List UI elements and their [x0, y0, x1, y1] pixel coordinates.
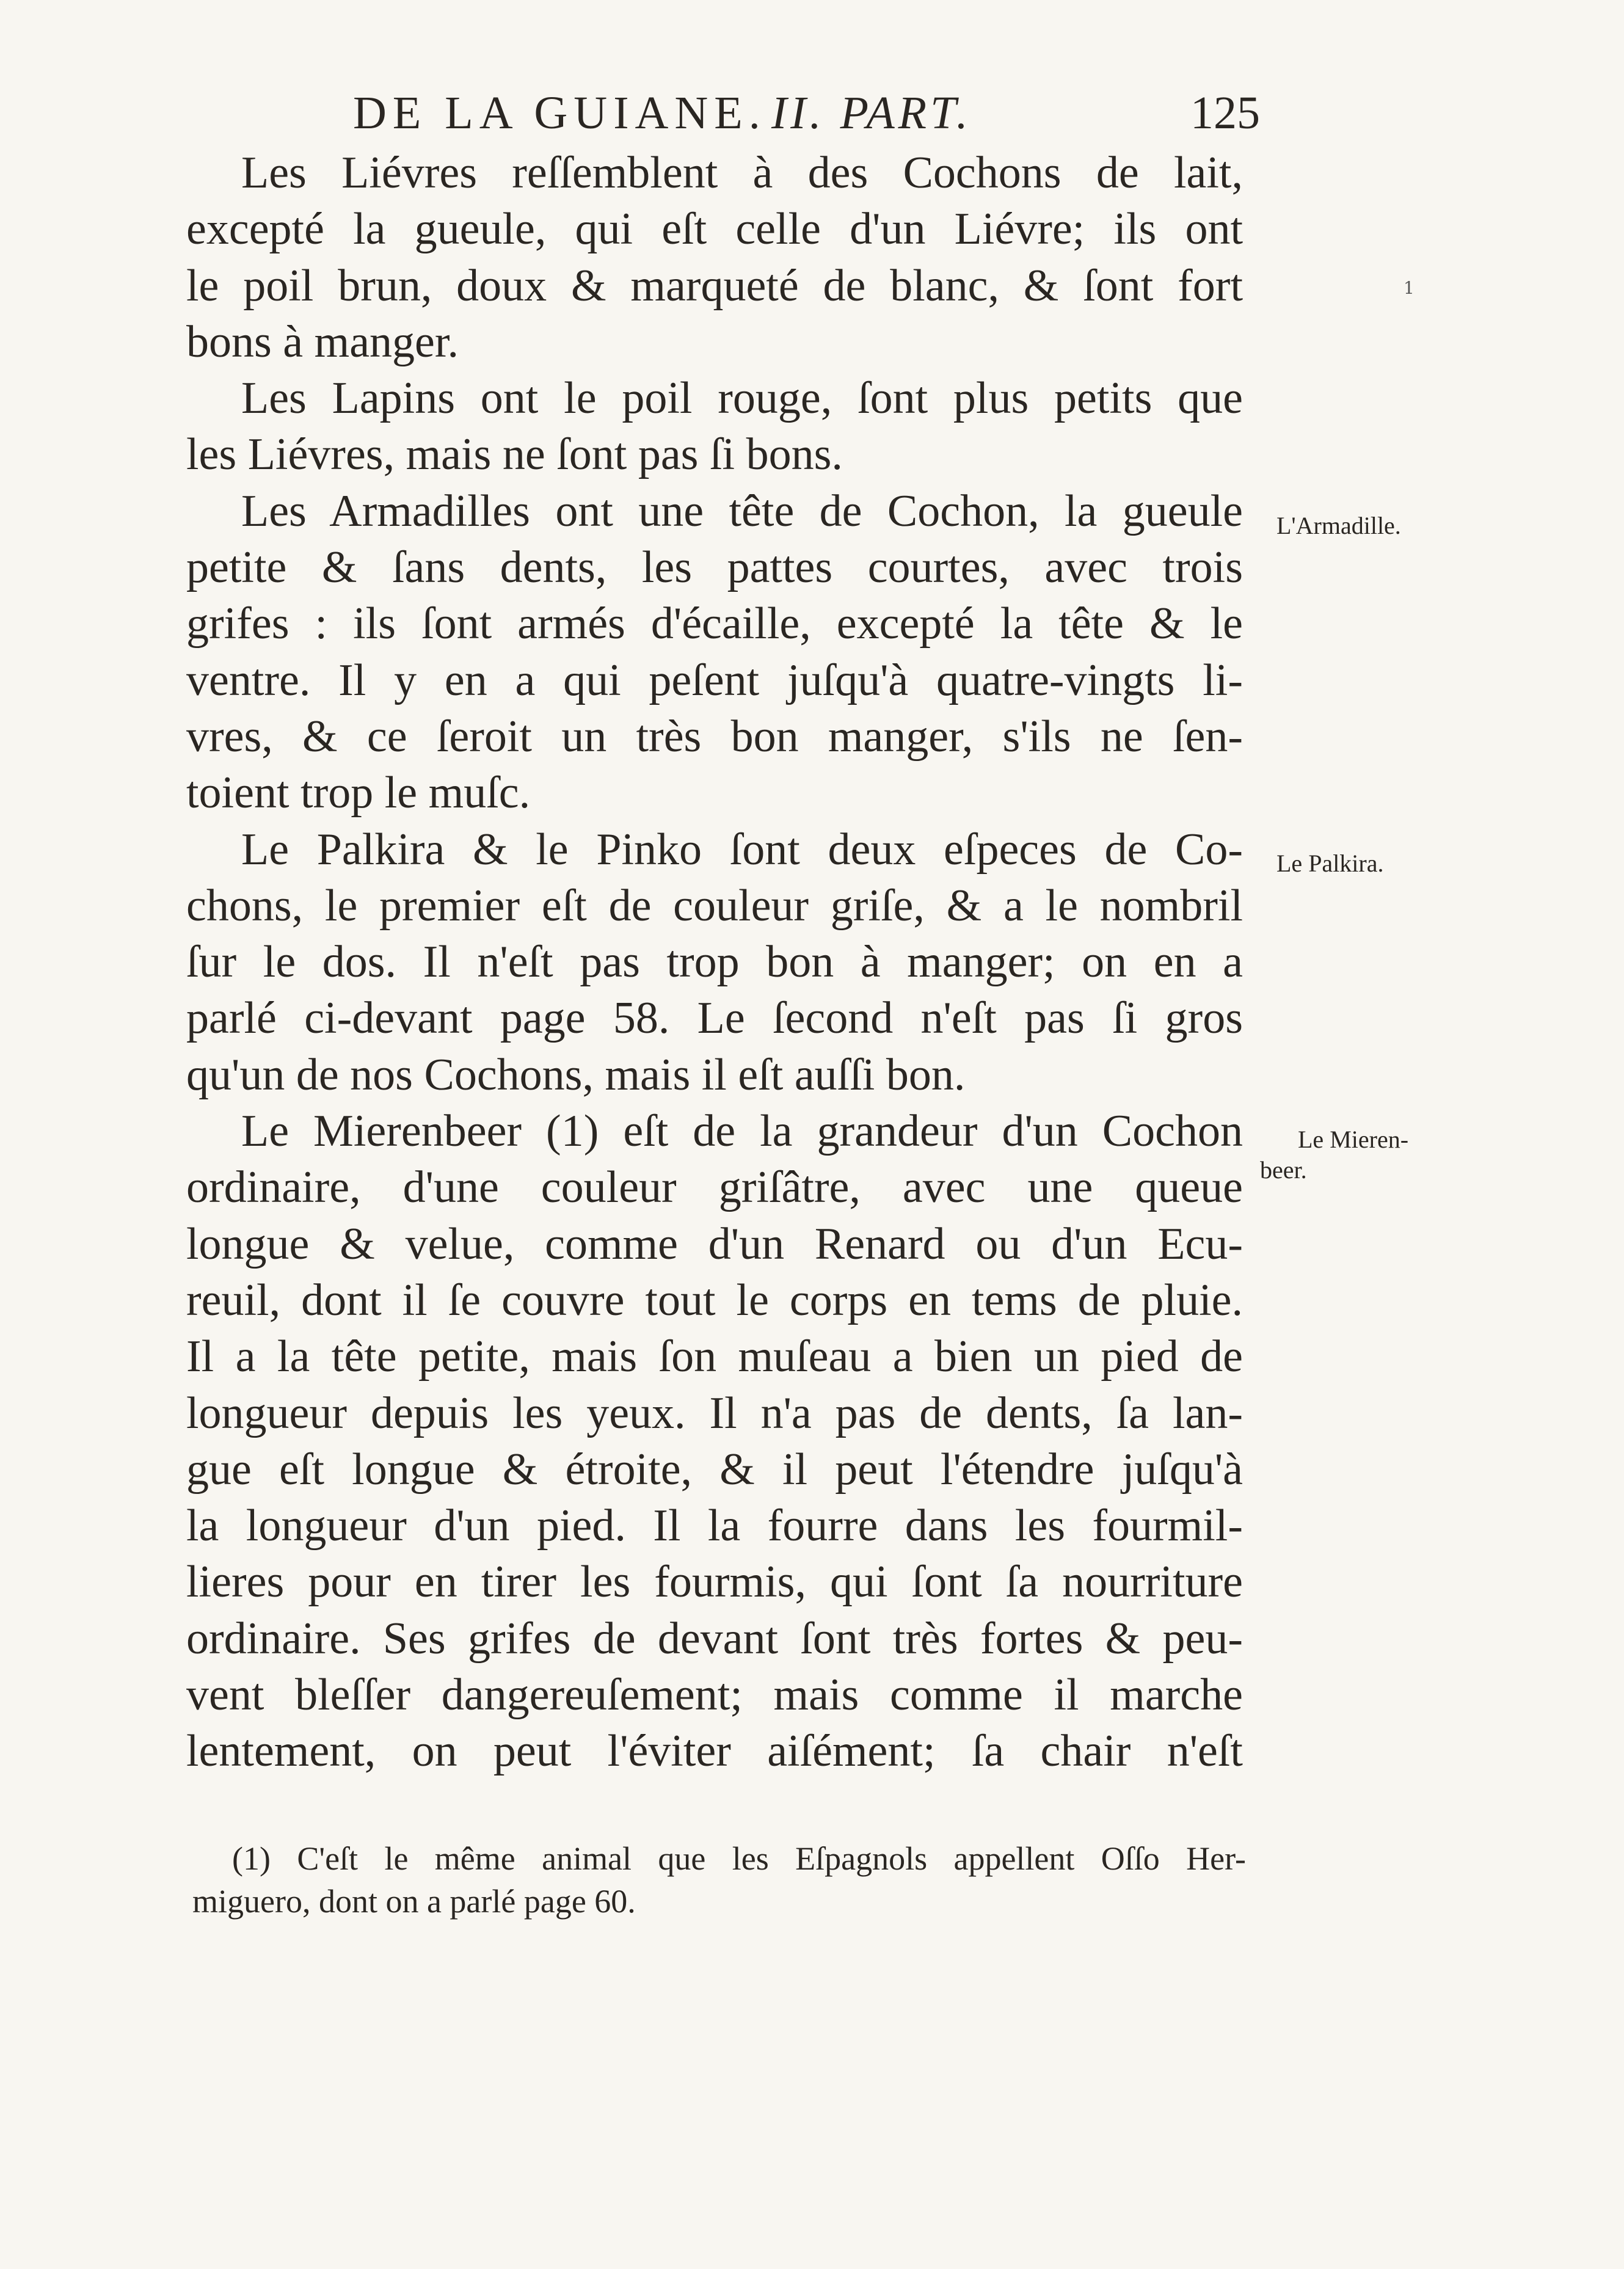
footnote-line: (1) C'eſt le même animal que les Eſpagnols appellent Oſſo Her-: [232, 1840, 1246, 1877]
text-line: Il a la tête petite, mais ſon muſeau a bien un pied de: [186, 1331, 1243, 1382]
text-line: Les Liévres reſſemblent à des Cochons de lait,: [241, 148, 1243, 198]
text-line: bons à manger.: [186, 316, 459, 367]
margin-note-mierenbeer-2: beer.: [1260, 1156, 1307, 1184]
text-line: grifes : ils ſont armés d'écaille, excepté la tête & le: [186, 599, 1243, 649]
text-line: longue & velue, comme d'un Renard ou d'un Ecu-: [186, 1218, 1243, 1269]
text-line: chons, le premier eſt de couleur griſe, & a le nombril: [186, 880, 1243, 931]
text-line: les Liévres, mais ne ſont pas ſi bons.: [186, 429, 843, 480]
text-line: Les Lapins ont le poil rouge, ſont plus petits que: [241, 373, 1243, 424]
text-line: la longueur d'un pied. Il la fourre dans les fourmil-: [186, 1501, 1243, 1551]
margin-note-mierenbeer-1: Le Mieren-: [1298, 1126, 1409, 1153]
header-title: DE LA GUIANE.: [353, 87, 766, 139]
text-line: toient trop le muſc.: [186, 768, 531, 818]
body-text: [186, 145, 1243, 1780]
text-line: Le Palkira & le Pinko ſont deux eſpeces de Co-: [241, 824, 1243, 875]
text-line: qu'un de nos Cochons, mais il eſt auſſi bon.: [186, 1049, 966, 1100]
text-line: excepté la gueule, qui eſt celle d'un Liévre; ils ont: [186, 204, 1243, 255]
text-line: reuil, dont il ſe couvre tout le corps en tems de pluie.: [186, 1275, 1243, 1325]
text-line: parlé ci-devant page 58. Le ſecond n'eſt pas ſi gros: [186, 993, 1243, 1044]
text-line: longueur depuis les yeux. Il n'a pas de dents, ſa lan-: [186, 1388, 1243, 1438]
header-part: II. PART.: [771, 87, 972, 139]
running-header: [353, 86, 1260, 140]
text-line: le poil brun, doux & marqueté de blanc, & ſont fort: [186, 260, 1243, 311]
text-line: gue eſt longue & étroite, & il peut l'étendre juſqu'à: [186, 1444, 1243, 1495]
text-line: lieres pour en tirer les fourmis, qui ſont ſa nourriture: [186, 1557, 1243, 1608]
stray-mark: 1: [1404, 278, 1415, 298]
text-line: ordinaire. Ses grifes de devant ſont très fortes & peu-: [186, 1613, 1243, 1664]
page-number: 125: [1190, 87, 1260, 139]
text-line: lentement, on peut l'éviter aiſément; ſa chair n'eſt: [186, 1726, 1243, 1777]
margin-note-armadille: L'Armadille.: [1276, 512, 1401, 539]
text-line: petite & ſans dents, les pattes courtes, avec trois: [186, 542, 1243, 593]
footnote: [192, 1837, 1246, 1923]
text-line: vres, & ce ſeroit un très bon manger, s'ils ne ſen-: [186, 711, 1243, 762]
footnote-line: miguero, dont on a parlé page 60.: [192, 1883, 636, 1920]
text-line: vent bleſſer dangereuſement; mais comme il marche: [186, 1670, 1243, 1721]
margin-note-palkira: Le Palkira.: [1276, 850, 1384, 877]
text-line: Les Armadilles ont une tête de Cochon, la gueule: [241, 486, 1243, 536]
text-line: ordinaire, d'une couleur griſâtre, avec une queue: [186, 1162, 1243, 1213]
text-line: ventre. Il y en a qui peſent juſqu'à quatre-vingts li-: [186, 655, 1243, 705]
text-line: Le Mierenbeer (1) eſt de la grandeur d'un Cochon: [241, 1106, 1243, 1157]
text-line: ſur le dos. Il n'eſt pas trop bon à manger; on en a: [186, 937, 1243, 988]
